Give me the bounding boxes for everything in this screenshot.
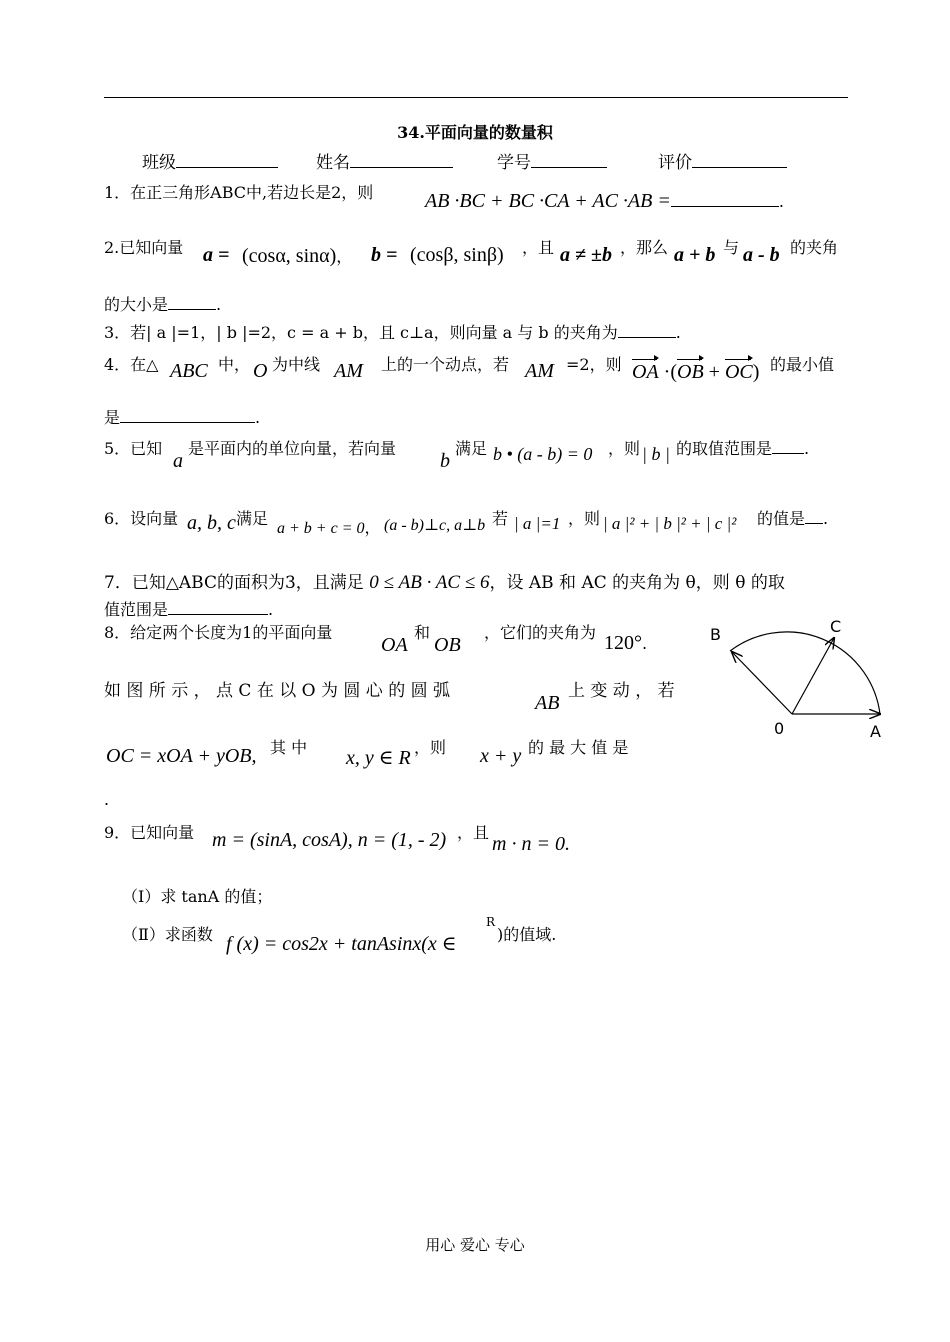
label-c: C bbox=[830, 617, 842, 636]
name-field: 姓名 bbox=[316, 148, 453, 173]
question-5-mid2: 满足 bbox=[455, 439, 488, 458]
question-2-diff: a - b bbox=[743, 244, 780, 266]
page-title: 34.平面向量的数量积 bbox=[397, 123, 553, 142]
question-6-mid3: ，则 bbox=[568, 509, 601, 528]
question-6: 6．设向量 bbox=[104, 509, 179, 528]
question-4-mid3: 上的一个动点，若 bbox=[381, 355, 510, 374]
question-8-line-2-end: 上 变 动 ， 若 bbox=[568, 681, 675, 701]
vector-oc bbox=[792, 638, 834, 714]
question-8-ab: AB bbox=[535, 692, 560, 714]
question-8: 8．给定两个长度为1的平面向量 bbox=[104, 623, 333, 642]
question-2-a: a = bbox=[203, 244, 230, 266]
question-9-part-2: （Ⅱ）求函数 bbox=[122, 925, 213, 944]
student-id-field: 学号 bbox=[497, 148, 607, 173]
question-6-end: 的值是 . bbox=[757, 509, 829, 528]
question-6-expr: | a |² + | b |² + | c |² bbox=[603, 514, 737, 533]
label-a: A bbox=[870, 722, 881, 741]
question-6-vars: a, b, c bbox=[187, 512, 236, 534]
label-b: B bbox=[710, 625, 721, 644]
question-4-abc: ABC bbox=[170, 360, 208, 382]
question-6-mid2: 若 bbox=[492, 509, 509, 528]
question-4-line-2: 是 . bbox=[104, 408, 261, 427]
class-field: 班级 bbox=[142, 148, 278, 173]
question-5-mid1: 是平面内的单位向量，若向量 bbox=[188, 439, 397, 458]
question-5-a: a bbox=[173, 450, 183, 472]
question-2-a-val: (cosα, sinα)， bbox=[242, 245, 353, 267]
question-6-mid1: 满足 bbox=[236, 509, 269, 528]
question-1: 1．在正三角形ABC中,若边长是2，则 bbox=[104, 183, 374, 202]
question-5: 5．已知 bbox=[104, 439, 163, 458]
question-5-b: b bbox=[440, 450, 450, 472]
question-2-then: ，那么 bbox=[620, 238, 669, 257]
question-9-part-2-end: )的值域. bbox=[497, 925, 557, 944]
vector-ob bbox=[732, 652, 792, 714]
page-footer: 用心 爱心 专心 bbox=[425, 1236, 525, 1254]
question-4-end: 的最小值 bbox=[770, 355, 835, 374]
question-8-ob: OB bbox=[434, 634, 461, 656]
question-9-cond: m = (sinA, cosA), n = (1, - 2) bbox=[212, 829, 447, 851]
arc-diagram bbox=[700, 612, 900, 747]
grade-field: 评价 bbox=[658, 148, 787, 173]
question-8-oa: OA bbox=[381, 634, 408, 656]
question-7-line-2: 值范围是 . bbox=[104, 600, 274, 619]
question-8-mid: ，它们的夹角为 bbox=[484, 623, 597, 642]
question-4-expr: OA ·(OB + OC) bbox=[632, 361, 760, 383]
question-5-cond: b • (a - b) = 0 bbox=[493, 444, 593, 464]
question-8-angle: 120°. bbox=[604, 632, 648, 654]
question-6-cond3: | a |=1 bbox=[514, 514, 561, 533]
question-7: 7．已知△ABC的面积为3，且满足 0 ≤ AB · AC ≤ 6，设 AB 和 AC 的夹角为 θ，则 θ 的取 bbox=[104, 572, 785, 593]
question-4-am2: AM bbox=[525, 360, 554, 382]
question-6-cond1: a + b + c = 0， bbox=[277, 518, 381, 537]
question-8-and: 和 bbox=[414, 623, 431, 642]
question-2-b: b = bbox=[371, 244, 398, 266]
question-4: 4．在△ bbox=[104, 355, 159, 374]
question-5-mid3: ，则 bbox=[608, 439, 641, 458]
question-2-angle: 的夹角 bbox=[790, 238, 839, 257]
question-9-part-1: （Ⅰ）求 tanA 的值； bbox=[122, 887, 273, 906]
question-3: 3．若| a |=1，| b |=2，c = a + b，且 c⊥a，则向量 a 与 b 的夹角为 . bbox=[104, 323, 681, 342]
question-2-and: ，且 bbox=[522, 238, 555, 257]
question-6-cond2: (a - b)⊥c, a⊥b bbox=[384, 517, 486, 534]
question-5-end: 的取值范围是 . bbox=[676, 439, 810, 458]
question-4-am: AM bbox=[334, 360, 363, 382]
question-5-abs: | b | bbox=[642, 444, 670, 464]
question-2-b-val: (cosβ, sinβ) bbox=[410, 244, 504, 266]
question-8-line-3-c: ，则 bbox=[414, 738, 447, 757]
question-8-line-3-b: x, y ∈ R bbox=[346, 747, 411, 769]
question-2-with: 与 bbox=[723, 238, 740, 257]
question-9-part-2-formula: f (x) = cos2x + tanAsinx(x ∈ bbox=[226, 933, 457, 955]
question-1-formula: AB ·BC + BC ·CA + AC ·AB = . bbox=[425, 190, 784, 212]
question-8-line-3-e: 的 最 大 值 是 bbox=[528, 738, 629, 757]
top-rule bbox=[104, 97, 848, 98]
question-9-mid: ，且 bbox=[457, 823, 490, 842]
question-4-mid2: 为中线 bbox=[272, 355, 321, 374]
question-8-line-3-a: 其 中 bbox=[270, 738, 308, 757]
question-2-line-2: 的大小是 . bbox=[104, 295, 222, 314]
question-8-line-2: 如 图 所 示 ， 点 C 在 以 O 为 圆 心 的 圆 弧 bbox=[104, 681, 451, 701]
question-8-formula: OC = xOA + yOB, bbox=[106, 745, 257, 767]
question-2-sum: a + b bbox=[674, 244, 716, 266]
question-9: 9．已知向量 bbox=[104, 823, 195, 842]
question-8-line-4: . bbox=[104, 790, 110, 809]
question-4-mid1: 中， bbox=[218, 355, 251, 374]
question-9-cond2: m · n = 0. bbox=[492, 833, 570, 855]
question-2-cond: a ≠ ±b bbox=[560, 244, 612, 266]
question-4-o: O bbox=[253, 360, 268, 382]
question-2: 2.已知向量 bbox=[104, 238, 184, 257]
question-9-part-2-r: R bbox=[486, 915, 496, 929]
question-8-line-3-d: x + y bbox=[480, 745, 522, 767]
question-4-mid4: =2，则 bbox=[566, 355, 622, 374]
label-o: 0 bbox=[774, 719, 785, 738]
